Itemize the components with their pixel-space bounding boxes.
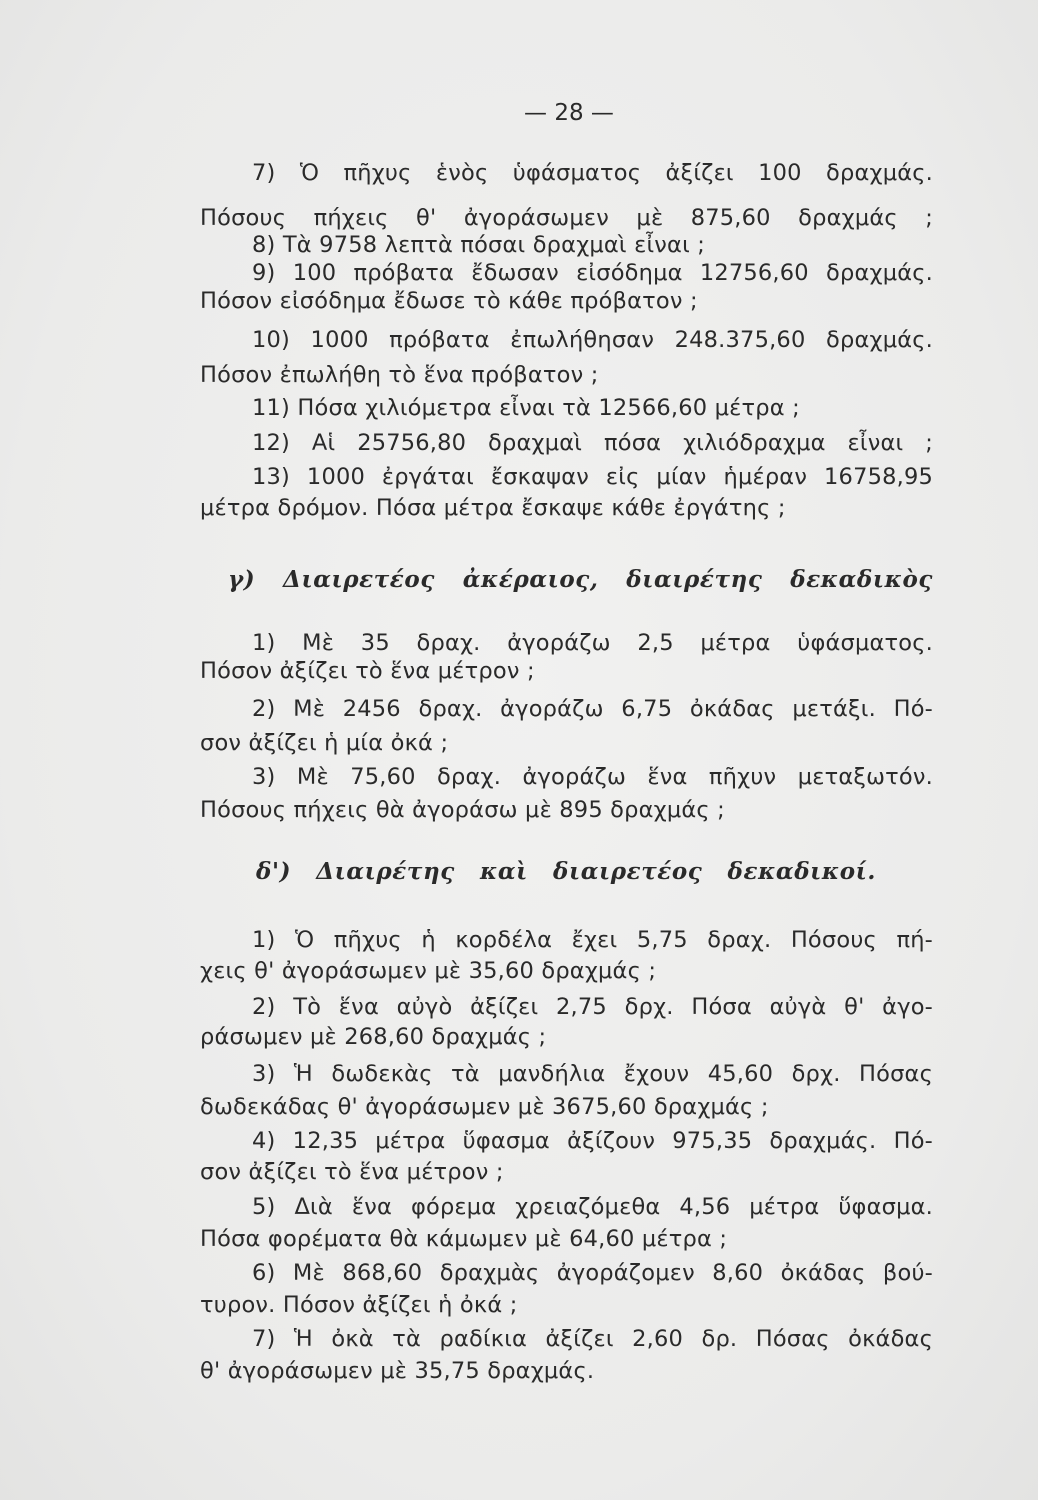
text-line: 8) Τὰ 9758 λεπτὰ πόσαι δραχμαὶ εἶναι ; — [252, 232, 706, 258]
text-line: 5) Διὰ ἕνα φόρεμα χρειαζόμεθα 4,56 μέτρα ὕφασμα. — [252, 1194, 933, 1220]
text-line: θ' ἀγοράσωμεν μὲ 35,75 δραχμάς. — [200, 1358, 595, 1384]
text-line: δωδεκάδας θ' ἀγοράσωμεν μὲ 3675,60 δραχμάς ; — [200, 1094, 769, 1120]
text-line: 2) Τὸ ἕνα αὐγὸ ἀξίζει 2,75 δρχ. Πόσα αὐγὰ θ' ἀγο- — [252, 994, 933, 1020]
text-line: 3) Ἡ δωδεκὰς τὰ μανδήλια ἔχουν 45,60 δρχ. Πόσας — [252, 1061, 933, 1087]
text-line: 2) Μὲ 2456 δραχ. ἀγοράζω 6,75 ὀκάδας μετάξι. Πό- — [252, 696, 933, 722]
section-heading-c: γ) Διαιρετέος ἀκέραιος, διαιρέτης δεκαδικὸς — [228, 566, 933, 593]
text-line: 1) Μὲ 35 δραχ. ἀγοράζω 2,5 μέτρα ὑφάσματος. — [252, 630, 933, 656]
text-line: 9) 100 πρόβατα ἔδωσαν εἰσόδημα 12756,60 δραχμάς. — [252, 260, 933, 286]
text-line: σον ἀξίζει τὸ ἕνα μέτρον ; — [200, 1159, 504, 1185]
text-line: σον ἀξίζει ἡ μία ὀκά ; — [200, 730, 449, 756]
text-line: ράσωμεν μὲ 268,60 δραχμάς ; — [200, 1024, 547, 1050]
text-line: μέτρα δρόμον. Πόσα μέτρα ἔσκαψε κάθε ἐργάτης ; — [200, 495, 786, 521]
text-line: 1) Ὁ πῆχυς ἡ κορδέλα ἔχει 5,75 δραχ. Πόσους πή- — [252, 927, 933, 953]
text-line: 13) 1000 ἐργάται ἔσκαψαν εἰς μίαν ἡμέραν 16758,95 — [252, 464, 933, 490]
text-line: χεις θ' ἀγοράσωμεν μὲ 35,60 δραχμάς ; — [200, 958, 657, 984]
text-line: Πόσον ἀξίζει τὸ ἕνα μέτρον ; — [200, 658, 535, 684]
text-line: 11) Πόσα χιλιόμετρα εἶναι τὰ 12566,60 μέτρα ; — [252, 395, 800, 421]
text-line: 12) Αἱ 25756,80 δραχμαὶ πόσα χιλιόδραχμα εἶναι ; — [252, 430, 933, 456]
text-line: Πόσον ἐπωλήθη τὸ ἕνα πρόβατον ; — [200, 362, 599, 388]
section-heading-d: δ') Διαιρέτης καὶ διαιρετέος δεκαδικοί. — [256, 858, 876, 885]
text-line: τυρον. Πόσον ἀξίζει ἡ ὀκά ; — [200, 1292, 518, 1318]
page-number: — 28 — — [524, 100, 614, 126]
text-line: 10) 1000 πρόβατα ἐπωλήθησαν 248.375,60 δραχμάς. — [252, 327, 933, 353]
text-line: Πόσους πήχεις θ' ἀγοράσωμεν μὲ 875,60 δραχμάς ; — [200, 205, 933, 231]
text-line: 6) Μὲ 868,60 δραχμὰς ἀγοράζομεν 8,60 ὀκάδας βού- — [252, 1260, 933, 1286]
text-line: 7) Ὁ πῆχυς ἑνὸς ὑφάσματος ἀξίζει 100 δραχμάς. — [252, 160, 933, 186]
text-line: Πόσον εἰσόδημα ἔδωσε τὸ κάθε πρόβατον ; — [200, 288, 698, 314]
text-line: Πόσους πήχεις θὰ ἀγοράσω μὲ 895 δραχμάς ; — [200, 797, 725, 823]
text-line: 4) 12,35 μέτρα ὕφασμα ἀξίζουν 975,35 δραχμάς. Πό- — [252, 1128, 933, 1154]
text-line: Πόσα φορέματα θὰ κάμωμεν μὲ 64,60 μέτρα ; — [200, 1226, 728, 1252]
text-line: 7) Ἡ ὀκὰ τὰ ραδίκια ἀξίζει 2,60 δρ. Πόσας ὀκάδας — [252, 1326, 933, 1352]
text-line: 3) Μὲ 75,60 δραχ. ἀγοράζω ἕνα πῆχυν μεταξωτόν. — [252, 764, 933, 790]
